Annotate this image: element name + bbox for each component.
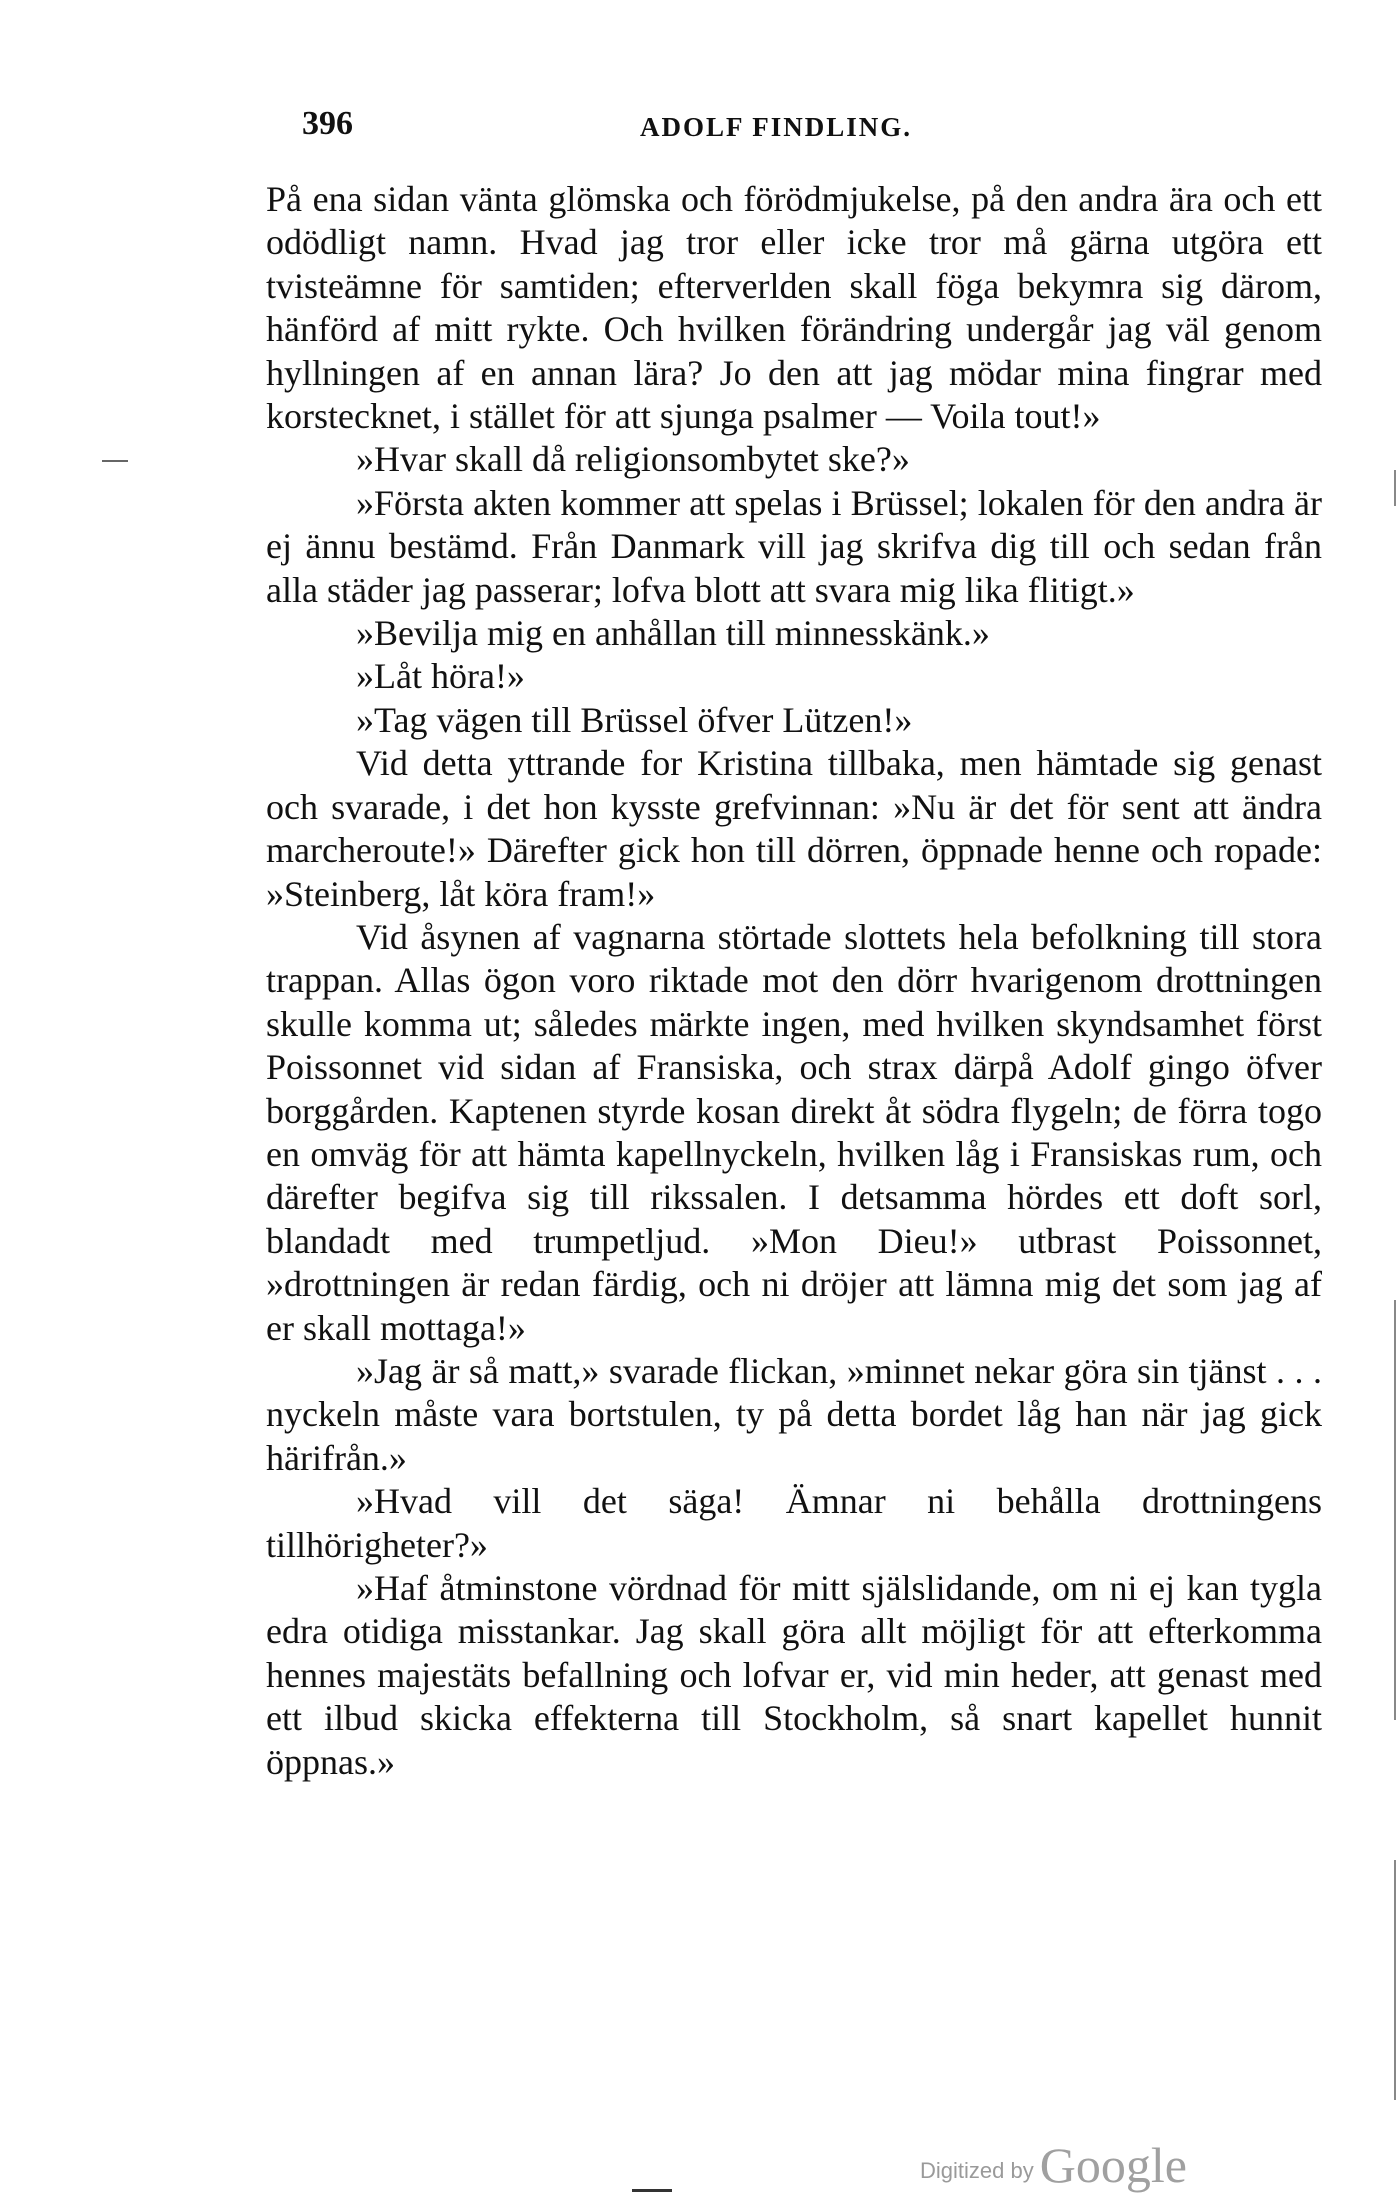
digitized-label: Digitized by (920, 2158, 1034, 2183)
paragraph: Vid detta yttrande for Kristina tillbaka, men hämtade sig genast och svarade, i det hon kysste grefvinnan: »Nu är det för sent att ändra marcheroute!» Därefter gick hon till dörren, öppnade henne och ropade: »Steinberg, låt köra fram!» (266, 743, 1322, 914)
bottom-rule (632, 2189, 672, 2192)
paragraph: »Första akten kommer att spelas i Brüssel; lokalen för den andra är ej ännu bestämd. Från Danmark vill jag skrifva dig till och sedan från alla städer jag passerar; lofva blott att svara mig lika flitigt.» (266, 482, 1322, 610)
paragraph: »Haf åtminstone vördnad för mitt själslidande, om ni ej kan tygla edra otidiga misstankar. Jag skall göra allt möjligt för att efterkomma hennes majestäts befallning och lofvar er, vid min heder, att genast med ett ilbud skicka effekterna till Stockholm, så snart kapellet hunnit öppnas.» (266, 1568, 1322, 1782)
paragraph: Vid åsynen af vagnarna störtade slottets hela befolkning till stora trappan. Allas ögon voro riktade mot den dörr hvarigenom drottningen skulle komma ut; således märkte ingen, med hvilken skyndsamhet först Poissonnet vid sidan af Fransiska, och strax därpå Adolf gingo öfver borggården. Kaptenen styrde kosan direkt åt södra flygeln; de förra togo en omväg för att hämta kapellnyckeln, hvilken låg i Fransiskas rum, och därefter begifva sig till rikssalen. I detsamma hördes ett doft sorl, blandadt med trumpetljud. »Mon Dieu!» utbrast Poissonnet, »drottningen är redan färdig, och ni dröjer att lämna mig det som jag af er skall mottaga!» (266, 916, 1322, 1348)
paragraph: »Tag vägen till Brüssel öfver Lützen!» (356, 699, 913, 740)
digitized-by-watermark (920, 2137, 1187, 2193)
margin-mark (102, 460, 128, 462)
paragraph: »Hvar skall då religionsombytet ske?» (356, 439, 910, 480)
page-edge-line (1394, 1860, 1396, 2100)
page-edge-line (1394, 1300, 1396, 1720)
paragraph: »Hvad vill det säga! Ämnar ni behålla drottningens tillhörigheter?» (266, 1481, 1322, 1565)
page-edge-line (1394, 470, 1396, 506)
paragraph: På ena sidan vänta glömska och förödmjukelse, på den andra ära och ett odödligt namn. Hvad jag tror eller icke tror må gärna utgöra ett tvisteämne för samtiden; efterverlden skall föga bekymra sig därom, hänförd af mitt rykte. Och hvilken förändring undergår jag väl genom hyllningen af en annan lära? Jo den att jag mödar mina fingrar med korstecknet, i stället för att sjunga psalmer — Voila tout!» (266, 179, 1322, 437)
google-logo: Google (1039, 2137, 1187, 2193)
body-text (266, 178, 1322, 1784)
running-head: ADOLF FINDLING. (640, 112, 913, 142)
paragraph: »Jag är så matt,» svarade flickan, »minnet nekar göra sin tjänst . . . nyckeln måste vara bortstulen, ty på detta bordet låg han när jag gick härifrån.» (266, 1350, 1322, 1478)
page-number: 396 (302, 105, 353, 142)
paragraph: »Låt höra!» (356, 656, 525, 697)
paragraph: »Bevilja mig en anhållan till minnesskänk.» (356, 613, 990, 654)
